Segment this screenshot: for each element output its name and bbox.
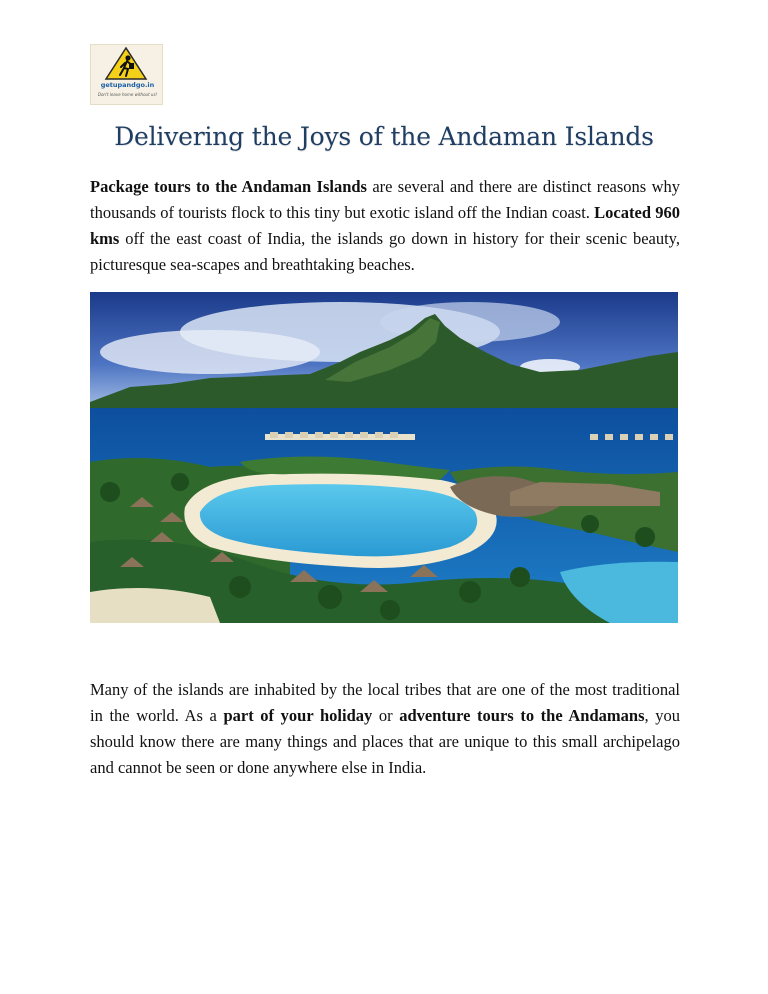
island-resort-photo (90, 292, 678, 623)
tribes-text-3: , you should know there are many things and places that are unique to this small archipelago and cannot be seen or done anywhere else in India. (90, 706, 680, 777)
adventure-tours-link[interactable]: adventure tours to the Andamans (399, 706, 645, 725)
tribes-paragraph (90, 677, 680, 781)
location-link[interactable]: Located 960 kms (90, 203, 680, 248)
holiday-link[interactable]: part of your holiday (223, 706, 373, 725)
tribes-text-1: Many of the islands are inhabited by the local tribes that are one of the most traditional in the world. As a (90, 680, 680, 725)
company-logo[interactable] (90, 44, 163, 105)
intro-paragraph (90, 174, 680, 278)
logo-name: getupandgo.in (100, 81, 155, 89)
intro-text-1: are several and there are distinct reasons why thousands of tourists flock to this tiny but exotic island off the Indian coast. (90, 177, 680, 222)
intro-text-2: off the east coast of India, the islands go down in history for their scenic beauty, picturesque sea-scapes and breathtaking beaches. (90, 229, 680, 274)
lagoon-resort-image (90, 292, 678, 623)
tribes-text-2: or (372, 706, 400, 725)
logo-tagline: Don't leave home without us! (97, 92, 158, 97)
package-tours-link[interactable]: Package tours to the Andaman Islands (90, 177, 367, 196)
page-title: Delivering the Joys of the Andaman Islands (114, 122, 654, 151)
